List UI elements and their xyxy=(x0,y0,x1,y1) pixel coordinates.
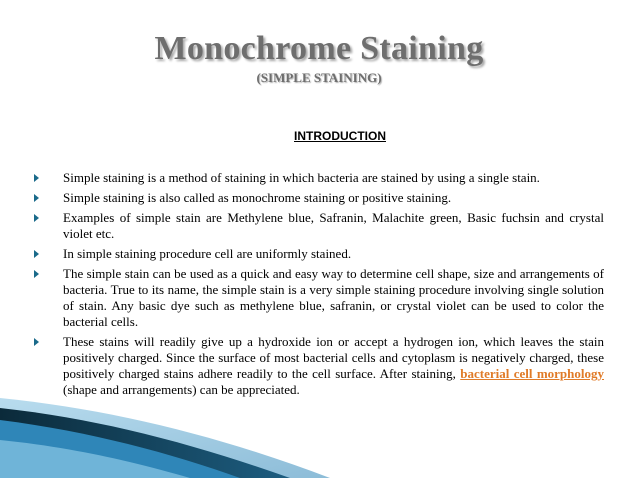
list-item xyxy=(34,210,604,242)
bullet-list xyxy=(34,170,604,402)
bullet-text: In simple staining procedure cell are uniformly stained. xyxy=(63,246,352,261)
triangle-bullet-icon xyxy=(34,174,39,182)
triangle-bullet-icon xyxy=(34,214,39,222)
triangle-bullet-icon xyxy=(34,338,39,346)
bullet-text-start: These stains will readily give up a hydroxide ion or accept a hydrogen ion, which leaves the stain positively charged. Since the surface of most bacterial cells and cytoplasm is negatively charged, these positively charged stains adhere readily to the cell surface. After staining, xyxy=(63,334,604,381)
bullet-text: Simple staining is a method of staining in which bacteria are stained by using a single stain. xyxy=(63,170,540,185)
triangle-bullet-icon xyxy=(34,250,39,258)
bullet-text-end: (shape and arrangements) can be appreciated. xyxy=(63,382,300,397)
list-item xyxy=(34,246,604,262)
triangle-bullet-icon xyxy=(34,194,39,202)
bullet-text: Examples of simple stain are Methylene blue, Safranin, Malachite green, Basic fuchsin and crystal violet etc. xyxy=(63,210,604,241)
bullet-text: Simple staining is also called as monochrome staining or positive staining. xyxy=(63,190,452,205)
triangle-bullet-icon xyxy=(34,270,39,278)
bacterial-cell-morphology-link[interactable]: bacterial cell morphology xyxy=(460,366,604,381)
list-item xyxy=(34,170,604,186)
list-item xyxy=(34,266,604,330)
slide-subtitle: (SIMPLE STAINING) xyxy=(256,70,382,85)
slide-title: Monochrome Staining xyxy=(154,30,484,67)
bullet-text: The simple stain can be used as a quick and easy way to determine cell shape, size and arrangements of bacteria. True to its name, the simple stain is a very simple staining procedure involving single solution of stain. Any basic dye such as methylene blue, safranin, or crystal violet can be used to color the bacterial cells. xyxy=(63,266,604,329)
section-heading: INTRODUCTION xyxy=(294,129,386,143)
list-item xyxy=(34,190,604,206)
list-item xyxy=(34,334,604,398)
